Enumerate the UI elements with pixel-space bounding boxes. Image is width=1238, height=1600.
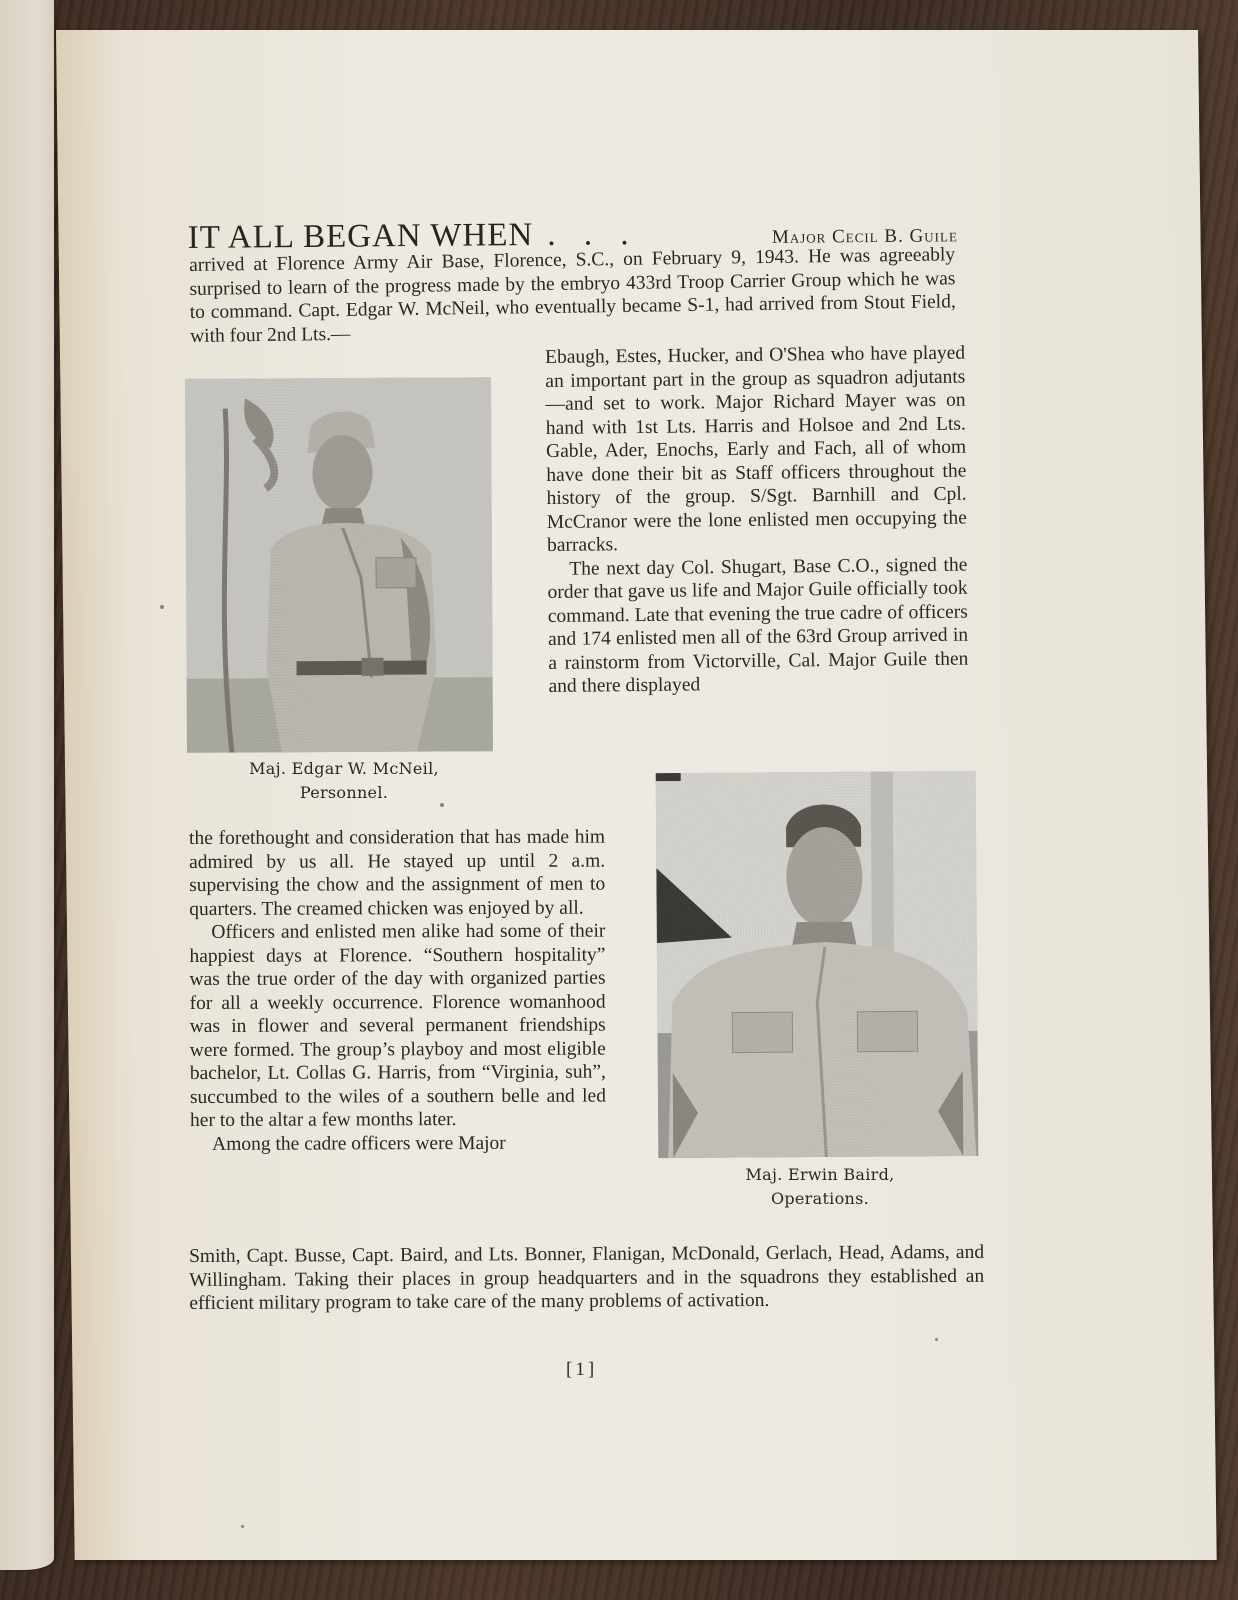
photo-baird <box>656 771 979 1158</box>
page-number: [1] <box>566 1359 598 1380</box>
paragraph-text: Ebaugh, Estes, Hucker, and O'Shea who have played an important part in the group as squadron adjutants—and set to work. Major Richard Mayer was on hand with 1st Lts. Harris and Holsoe and 2nd Lts. Gable, Ader, Enochs, Early and Fach, all of whom have done their bit as Staff officers throughout the history of the group. S/Sgt. Barnhill and Cpl. McCranor were the lone enlisted men occupying the barracks. <box>545 342 967 556</box>
title-text: IT ALL BEGAN WHEN <box>187 216 534 257</box>
paper-speck <box>935 1338 938 1341</box>
paper-speck <box>160 605 164 609</box>
caption-line: Personnel. <box>299 783 389 802</box>
paragraph-closing-full-width <box>189 1241 984 1316</box>
paragraph-text: Among the cadre officers were Major <box>212 1132 506 1155</box>
halftone-overlay <box>656 771 979 1158</box>
halftone-overlay <box>185 377 493 753</box>
article-byline: Major Cecil B. Guile <box>771 225 958 248</box>
photo-mcneil <box>185 377 493 753</box>
paper-speck <box>241 1525 244 1528</box>
photo-caption-mcneil <box>186 757 502 805</box>
title-ellipsis: . . . <box>547 216 639 253</box>
paper-speck <box>440 803 444 807</box>
paragraph-left-column <box>189 826 606 1156</box>
caption-line: Maj. Edgar W. McNeil, <box>249 759 439 778</box>
caption-line: Operations. <box>770 1189 870 1208</box>
paragraph-text: the forethought and consideration that has made him admired by us all. He stayed up until 2 a.m. supervising the chow and the assignment of men to quarters. The creamed chicken was enjoyed by all. <box>189 826 606 920</box>
paragraph-text: Officers and enlisted men alike had some of their happiest days at Florence. “Southern hospitality” was the true order of the day with organized parties for all a weekly occurrence. Florence womanhood was in flower and several permanent friendships were formed. The group’s playboy and most eligible bachelor, Lt. Collas G. Harris, from “Virginia, suh”, succumbed to the wiles of a southern belle and led her to the altar a few months later. <box>189 920 606 1131</box>
paragraph-text: The next day Col. Shugart, Base C.O., signed the order that gave us life and Major Guile officially took command. Late that evening the true cadre of officers and 174 enlisted men all of the 63rd Group arrived in a rainstorm from Victorville, Cal. Major Guile then and there displayed <box>547 554 969 697</box>
paragraph-text: arrived at Florence Army Air Base, Florence, S.C., on February 9, 1943. He was agreeably surprised to learn of the progress made by the embryo 433rd Troop Carrier Group which he was to command. Capt. Edgar W. McNeil, who eventually became S-1, had arrived from Stout Field, with four 2nd Lts.— <box>189 244 956 347</box>
caption-line: Maj. Erwin Baird, <box>745 1165 895 1184</box>
photo-caption-baird <box>665 1163 975 1211</box>
paragraph-right-column <box>545 342 969 699</box>
paragraph-intro-full-width <box>189 243 956 348</box>
paragraph-text: Smith, Capt. Busse, Capt. Baird, and Lts. Bonner, Flanigan, McDonald, Gerlach, Head, Adams, and Willingham. Taking their places in group headquarters and in the squadrons they established an efficient military program to take care of the many problems of activation. <box>189 1241 985 1314</box>
